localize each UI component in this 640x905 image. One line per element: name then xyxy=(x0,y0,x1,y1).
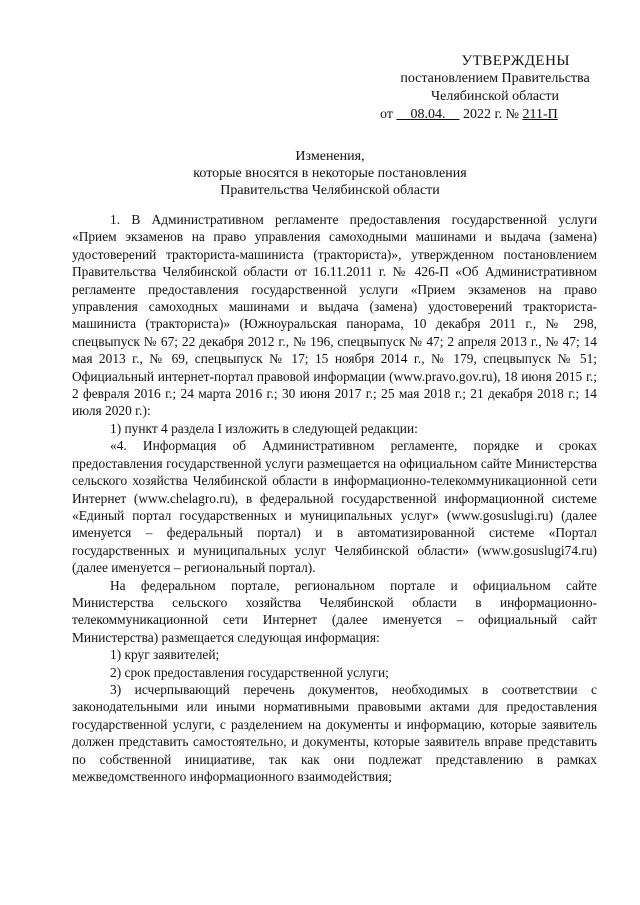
paragraph: 2) срок предоставления государственной услуги; xyxy=(110,664,389,680)
paragraph: 1) пункт 4 раздела I изложить в следующей редакции: xyxy=(110,420,418,436)
approval-line-1: постановлением Правительства xyxy=(400,71,590,86)
approval-line-2: Челябинской области xyxy=(431,89,559,104)
title-line-3: Правительства Челябинской области xyxy=(220,183,440,198)
paragraph: На федеральном портале, региональном портале и официальном сайте Министерства сельского хозяйства Челябинской области в информационно-телекоммуникационной сети Интернет (далее именуется – официальный сайт Министерства) размещается следующая информация: xyxy=(72,577,597,645)
paragraph: 3) исчерпывающий перечень документов, необходимых в соответствии с законодательными или иными нормативными правовыми актами для предоставления государственной услуги, с разделением на документы и информацию, которые заявитель должен представить самостоятельно, и документы, которые заявитель вправе представить по собственной инициативе, так как они подлежат представлению в рамках межведомственного информационного взаимодействия; xyxy=(72,681,597,784)
paragraph: «4. Информация об Административном регламенте, порядке и сроках предоставления государственной услуги размещается на официальном сайте Министерства сельского хозяйства Челябинской области в информационно-телекоммуникационной сети Интернет (www.chelagro.ru), в федеральной государственной информационной системе «Единый портал государственных и муниципальных услуг» (www.gosuslugi.ru) (далее именуется – федеральный портал) и в автоматизированной системе «Портал государственных и муниципальных услуг Челябинской области» (www.gosuslugi74.ru) (далее именуется – региональный портал). xyxy=(72,438,597,576)
date-value: 08.04. xyxy=(410,107,446,122)
resolution-number: 211-П xyxy=(522,107,558,122)
date-year: 2022 г. № xyxy=(462,107,519,122)
title-line-1: Изменения, xyxy=(295,149,365,164)
paragraph: 1. В Административном регламенте предоставления государственной услуги «Прием экзаменов на право управления самоходными машинами и выдача (замена) удостоверений тракториста-машиниста (тракториста)», утвержденном постановлением Правительства Челябинской области от 16.11.2011 г. № 426-П «Об Административном регламенте предоставления государственной услуги «Прием экзаменов на право управления самоходных машинами и выдача (замена) удостоверений тракториста-машиниста (тракториста)» (Южноуральская панорама, 10 декабря 2011 г., № 298, спецвыпуск № 67; 22 декабря 2012 г., № 196, спецвыпуск № 47; 2 апреля 2013 г., № 47; 14 мая 2013 г., № 69, спецвыпуск № 17; 15 ноября 2014 г., № 179, спецвыпуск № 51; Официальный интернет-портал правовой информации (www.pravo.gov.ru), 18 июня 2015 г.; 2 февраля 2016 г.; 24 марта 2016 г.; 30 июня 2017 г.; 25 мая 2018 г.; 21 декабря 2018 г.; 14 июля 2020 г.): xyxy=(72,212,597,419)
date-prefix: от xyxy=(380,107,393,122)
approval-heading: УТВЕРЖДЕНЫ xyxy=(461,53,570,69)
title-line-2: которые вносятся в некоторые постановления xyxy=(193,166,467,181)
approval-date-line xyxy=(380,106,610,124)
document-title xyxy=(150,148,510,199)
approval-block xyxy=(380,52,610,124)
paragraph: 1) круг заявителей; xyxy=(110,647,220,663)
document-body xyxy=(72,211,597,785)
